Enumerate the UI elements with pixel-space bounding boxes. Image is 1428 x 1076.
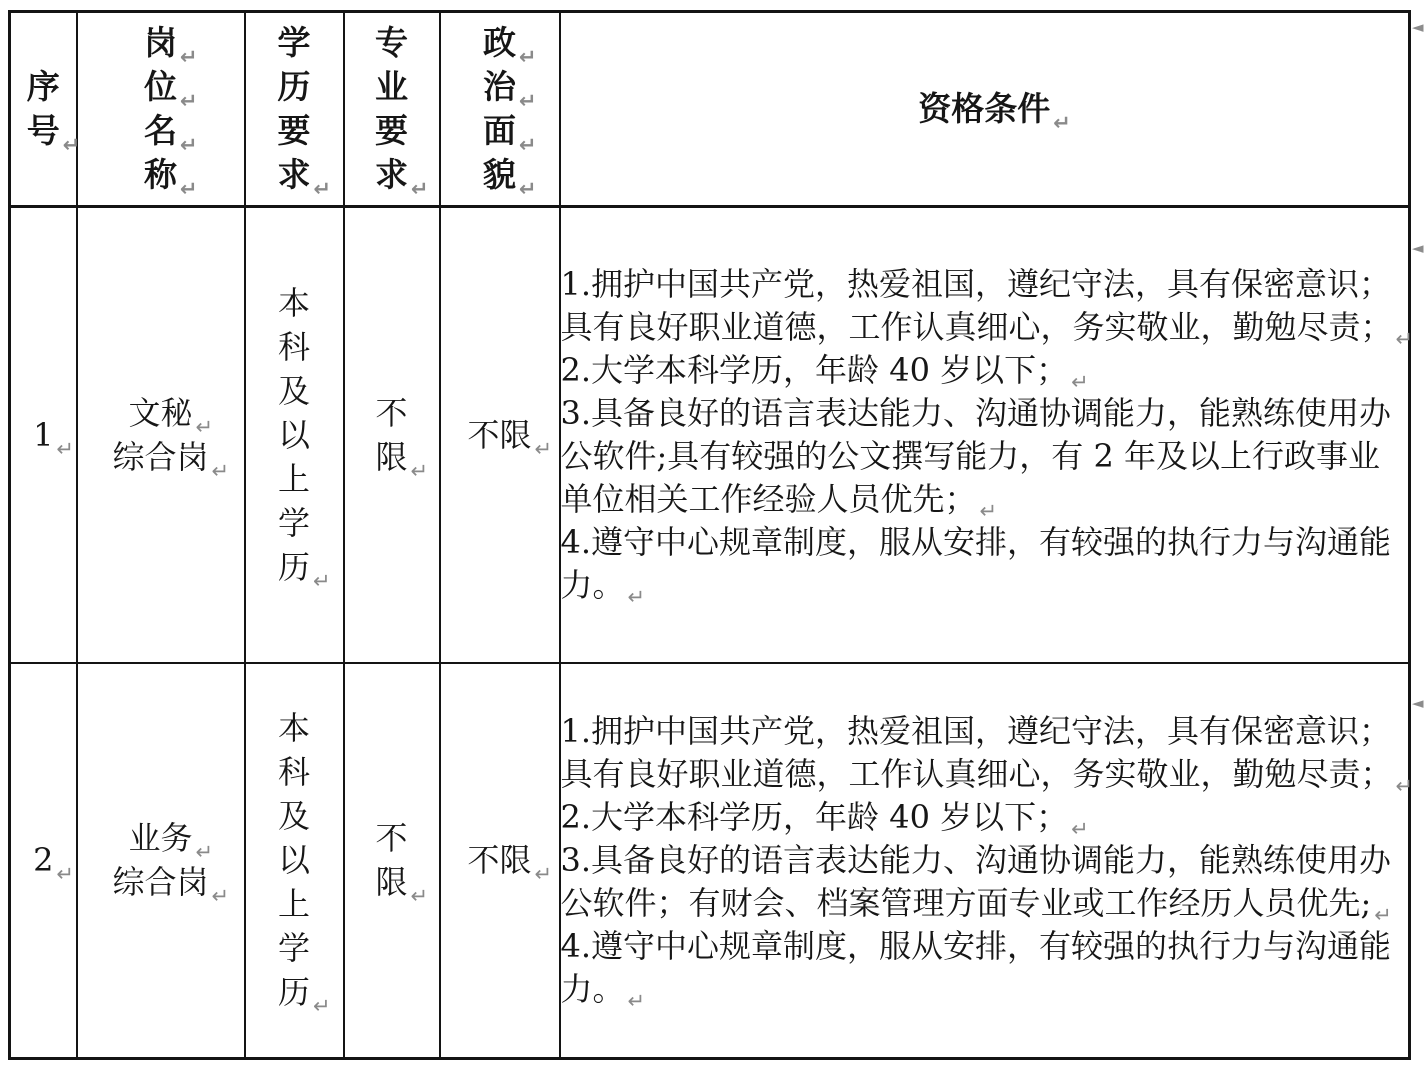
line-break-mark-icon: ↵ xyxy=(1395,773,1414,798)
cell-line xyxy=(345,391,439,435)
line-break-mark-icon: ↵ xyxy=(534,862,553,887)
cell-line xyxy=(246,501,343,545)
line-break-mark-icon: ↵ xyxy=(195,414,214,439)
cell-text: 序 xyxy=(26,67,60,106)
line-break-mark-icon: ↵ xyxy=(180,177,198,201)
cell-line xyxy=(11,65,76,109)
line-break-mark-icon: ↵ xyxy=(519,177,537,201)
cell-line xyxy=(11,109,81,157)
cell-line xyxy=(345,153,439,201)
header-political-status xyxy=(440,12,560,207)
cell-line xyxy=(78,109,244,157)
cell-line xyxy=(345,816,439,860)
line-break-mark-icon: ↵ xyxy=(411,177,429,201)
row2-qualifications xyxy=(560,663,1414,1059)
line-break-mark-icon: ↵ xyxy=(410,458,429,483)
cell-text: 本 xyxy=(277,283,310,322)
cell-text: 1.拥护中国共产党，热爱祖国，遵纪守法，具有保密意识；具有良好职业道德，工作认真细心，务实敬业，勤勉尽责； xyxy=(560,264,1393,346)
cell-text: 文秘 xyxy=(128,393,193,432)
cell-text: 本 xyxy=(277,709,310,748)
cell-line xyxy=(561,796,1409,839)
line-break-mark-icon: ↵ xyxy=(313,568,331,593)
cell-line xyxy=(78,21,244,69)
cell-line xyxy=(246,545,343,593)
cell-line xyxy=(246,794,343,838)
line-break-mark-icon: ↵ xyxy=(211,458,230,483)
cell-line xyxy=(561,87,1409,135)
cell-text: 不限 xyxy=(467,841,532,880)
cell-text: 4.遵守中心规章制度，服从安排，有较强的执行力与沟通能力。 xyxy=(560,522,1392,604)
cell-text: 学 xyxy=(277,503,310,542)
cell-text: 学 xyxy=(277,929,310,968)
cell-text: 2.大学本科学历，年龄 40 岁以下； xyxy=(560,350,1069,389)
cell-text: 号 xyxy=(26,111,60,150)
cell-text: 科 xyxy=(277,753,310,792)
header-seq-number xyxy=(10,12,81,207)
row1-major-req xyxy=(344,207,440,663)
cell-text: 要 xyxy=(375,111,408,150)
cell-line xyxy=(78,391,244,439)
cell-line xyxy=(345,21,439,65)
cell-text: 不 xyxy=(375,819,408,858)
cell-line xyxy=(561,839,1409,925)
cell-text: 4.遵守中心规章制度，服从安排，有较强的执行力与沟通能力。 xyxy=(560,926,1392,1008)
header-position-name xyxy=(77,12,245,207)
cell-line xyxy=(11,413,76,461)
cell-line xyxy=(345,109,439,153)
end-of-row-mark-icon: ◄ xyxy=(1412,694,1424,712)
line-break-mark-icon: ↵ xyxy=(1374,902,1392,927)
cell-text: 学 xyxy=(277,23,311,62)
cell-line xyxy=(246,926,343,970)
line-break-mark-icon: ↵ xyxy=(313,177,332,201)
line-break-mark-icon: ↵ xyxy=(56,862,75,887)
cell-line xyxy=(561,392,1409,521)
cell-line xyxy=(345,435,439,483)
cell-line xyxy=(561,521,1409,607)
line-break-mark-icon: ↵ xyxy=(1053,111,1071,135)
cell-text: 业务 xyxy=(128,819,193,858)
cell-text: 治 xyxy=(483,67,516,106)
row1-position-name xyxy=(77,207,245,663)
cell-line xyxy=(561,349,1409,392)
cell-line xyxy=(560,263,1414,351)
cell-text: 以 xyxy=(277,841,310,880)
cell-text: 名 xyxy=(144,111,177,150)
cell-line xyxy=(11,838,76,887)
cell-text: 限 xyxy=(375,863,408,902)
row1-political-status xyxy=(440,207,560,663)
cell-text: 上 xyxy=(277,885,310,924)
cell-text: 上 xyxy=(277,459,310,498)
header-qualifications xyxy=(560,12,1410,207)
cell-text: 求 xyxy=(375,155,408,194)
line-break-mark-icon: ↵ xyxy=(627,988,646,1013)
cell-line xyxy=(246,153,343,201)
line-break-mark-icon: ↵ xyxy=(979,498,998,523)
line-break-mark-icon: ↵ xyxy=(1395,326,1414,351)
row2-education-req xyxy=(245,663,344,1059)
line-break-mark-icon: ↵ xyxy=(313,994,331,1019)
cell-line xyxy=(78,65,244,113)
cell-line xyxy=(561,925,1409,1011)
cell-line xyxy=(441,838,559,887)
cell-line xyxy=(441,109,559,157)
cell-text: 历 xyxy=(277,547,310,586)
cell-line xyxy=(246,325,343,369)
cell-line xyxy=(246,750,343,794)
row2-seq-number xyxy=(10,663,77,1059)
cell-line xyxy=(246,706,343,750)
cell-text: 专 xyxy=(375,23,408,62)
header-education-req xyxy=(245,12,344,207)
cell-text: 政 xyxy=(483,23,516,62)
end-of-row-mark-icon: ◄ xyxy=(1412,239,1424,257)
cell-text: 岗 xyxy=(144,23,177,62)
line-break-mark-icon: ↵ xyxy=(62,133,81,157)
cell-text: 1.拥护中国共产党，热爱祖国，遵纪守法，具有保密意识；具有良好职业道德，工作认真细心，务实敬业，勤勉尽责； xyxy=(560,711,1393,793)
cell-text: 历 xyxy=(277,67,311,106)
line-break-mark-icon: ↵ xyxy=(180,89,198,113)
cell-line xyxy=(78,153,244,201)
row2-major-req xyxy=(344,663,440,1059)
cell-text: 求 xyxy=(277,155,311,194)
cell-text: 3.具备良好的语言表达能力、沟通协调能力，能熟练使用办公软件；有财会、档案管理方面专业或工作经历人员优先; xyxy=(560,840,1392,922)
cell-line xyxy=(441,153,559,201)
cell-text: 1 xyxy=(33,415,54,454)
row2-political-status xyxy=(440,663,560,1059)
table-row xyxy=(10,663,1410,1059)
row1-qualifications xyxy=(560,207,1414,663)
cell-text: 不限 xyxy=(467,415,532,454)
cell-line xyxy=(246,413,343,457)
cell-line xyxy=(441,21,559,69)
row2-position-name xyxy=(77,663,245,1059)
cell-text: 不 xyxy=(375,393,408,432)
cell-text: 貌 xyxy=(483,155,516,194)
cell-line xyxy=(345,860,439,909)
end-of-row-mark-icon: ◄ xyxy=(1412,18,1424,36)
cell-text: 业 xyxy=(375,67,408,106)
cell-line xyxy=(246,65,343,109)
line-break-mark-icon: ↵ xyxy=(1071,369,1089,394)
cell-text: 历 xyxy=(277,973,310,1012)
cell-line xyxy=(246,109,343,153)
line-break-mark-icon: ↵ xyxy=(195,840,214,865)
cell-line xyxy=(345,65,439,109)
line-break-mark-icon: ↵ xyxy=(1071,816,1089,841)
table-row xyxy=(10,207,1410,663)
cell-text: 综合岗 xyxy=(112,863,209,902)
cell-line xyxy=(78,435,244,483)
recruitment-positions-table xyxy=(8,10,1414,1060)
line-break-mark-icon: ↵ xyxy=(519,133,537,157)
cell-text: 面 xyxy=(483,111,516,150)
cell-text: 2.大学本科学历，年龄 40 岁以下； xyxy=(560,797,1069,836)
cell-line xyxy=(441,413,559,461)
cell-text: 2 xyxy=(33,841,54,880)
line-break-mark-icon: ↵ xyxy=(519,89,537,113)
cell-text: 综合岗 xyxy=(112,437,209,476)
cell-text: 限 xyxy=(375,437,408,476)
cell-line xyxy=(246,882,343,926)
cell-line xyxy=(560,710,1414,798)
line-break-mark-icon: ↵ xyxy=(627,584,646,609)
cell-text: 以 xyxy=(277,415,310,454)
cell-text: 资格条件 xyxy=(918,89,1051,128)
line-break-mark-icon: ↵ xyxy=(56,436,75,461)
line-break-mark-icon: ↵ xyxy=(180,133,198,157)
cell-line xyxy=(246,21,343,65)
cell-line xyxy=(246,457,343,501)
line-break-mark-icon: ↵ xyxy=(534,436,553,461)
line-break-mark-icon: ↵ xyxy=(211,884,230,909)
row1-seq-number xyxy=(10,207,77,663)
cell-text: 3.具备良好的语言表达能力、沟通协调能力，能熟练使用办公软件;具有较强的公文撰写能力，有 2 年及以上行政事业单位相关工作经验人员优先； xyxy=(560,393,1392,518)
line-break-mark-icon: ↵ xyxy=(180,45,198,69)
cell-line xyxy=(441,65,559,113)
cell-line xyxy=(78,816,244,865)
table-header-row xyxy=(10,12,1410,207)
cell-text: 称 xyxy=(144,155,177,194)
line-break-mark-icon: ↵ xyxy=(410,884,429,909)
cell-line xyxy=(246,369,343,413)
cell-line xyxy=(246,281,343,325)
cell-text: 位 xyxy=(144,67,177,106)
row1-education-req xyxy=(245,207,344,663)
line-break-mark-icon: ↵ xyxy=(519,45,537,69)
cell-text: 及 xyxy=(277,371,310,410)
cell-text: 及 xyxy=(277,797,310,836)
cell-text: 科 xyxy=(277,327,310,366)
cell-line xyxy=(246,838,343,882)
cell-line xyxy=(78,860,244,909)
cell-line xyxy=(246,970,343,1019)
header-major-req xyxy=(344,12,440,207)
cell-text: 要 xyxy=(277,111,311,150)
